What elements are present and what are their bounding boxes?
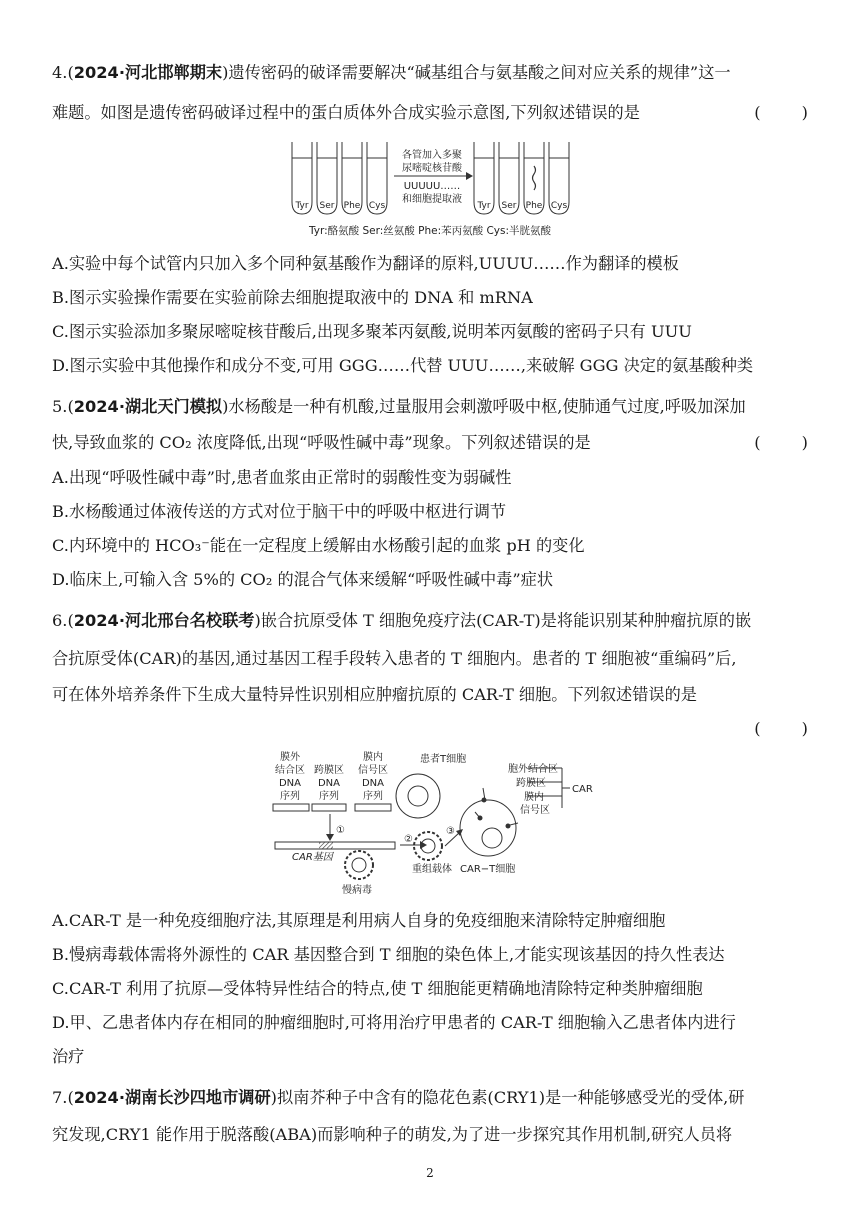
q4-arrow-text: UUUUU…… <box>403 181 461 192</box>
q6-lentivirus-label: 慢病毒 <box>342 885 372 896</box>
q6-box1-text: 结合区 <box>275 765 305 776</box>
q4-tube-label: Tyr <box>295 201 309 211</box>
q4-stem-line1: 4.(2024·河北邯郸期末)遗传密码的破译需要解决“碱基组合与氨基酸之间对应关系的规律”这一 <box>52 63 731 82</box>
q6-box2-text: 跨膜区 <box>314 765 344 776</box>
q6-car-label: CAR <box>572 784 593 795</box>
page-number: 2 <box>426 1166 434 1180</box>
q5-stem-line1: 5.(2024·湖北天门模拟)水杨酸是一种有机酸,过量服用会刺激呼吸中枢,使肺通气过度,呼吸加深加 <box>52 397 746 416</box>
q6-cart-cell-label: CAR−T细胞 <box>460 864 516 875</box>
q4-tube-label: Phe <box>343 201 361 211</box>
q4-stem-line2: 难题。如图是遗传密码破译过程中的蛋白质体外合成实验示意图,下列叙述错误的是 <box>52 103 640 122</box>
q4-tube-label: Tyr <box>477 201 491 211</box>
q5-option-b: B.水杨酸通过体液传送的方式对位于脑干中的呼吸中枢进行调节 <box>52 502 507 521</box>
q6-source: 2024·河北邢台名校联考 <box>73 611 255 630</box>
q7-stem-line1: 7.(2024·湖南长沙四地市调研)拟南芥种子中含有的隐花色素(CRY1)是一种能够感受光的受体,研 <box>52 1088 745 1107</box>
q4-option-b: B.图示实验操作需要在实验前除去细胞提取液中的 DNA 和 mRNA <box>52 288 533 307</box>
q6-box3-text: DNA <box>361 778 385 789</box>
q6-option-b: B.慢病毒载体需将外源性的 CAR 基因整合到 T 细胞的染色体上,才能实现该基因的持久性表达 <box>52 945 725 964</box>
q4-tube-label: Cys <box>550 201 568 211</box>
q6-inner-region-label: 膜内 <box>524 792 544 803</box>
q6-outer-region-label: 胞外结合区 <box>508 764 558 775</box>
q6-stem-line2: 合抗原受体(CAR)的基因,通过基因工程手段转入患者的 T 细胞内。患者的 T 细胞被“重编码”后, <box>52 649 737 668</box>
q4-option-c: C.图示实验添加多聚尿嘧啶核苷酸后,出现多聚苯丙氨酸,说明苯丙氨酸的密码子只有 UUU <box>52 322 692 341</box>
q6-box1-text: 膜外 <box>280 752 300 763</box>
q5-option-d: D.临床上,可输入含 5%的 CO₂ 的混合气体来缓解“呼吸性碱中毒”症状 <box>52 570 554 589</box>
q6-box3-text: 膜内 <box>363 752 383 763</box>
q4-answer-paren: ( ) <box>754 103 808 122</box>
q6-option-a: A.CAR-T 是一种免疫细胞疗法,其原理是利用病人自身的免疫细胞来清除特定肿瘤细胞 <box>52 911 666 930</box>
q6-box3-text: 序列 <box>363 791 383 802</box>
q5-stem-line2: 快,导致血浆的 CO₂ 浓度降低,出现“呼吸性碱中毒”现象。下列叙述错误的是 <box>52 433 591 452</box>
q6-step-1: ① <box>336 825 345 836</box>
q4-tube-label: Cys <box>368 201 386 211</box>
q6-step-2: ② <box>404 834 413 845</box>
q6-inner-region-label: 信号区 <box>520 805 550 816</box>
q4-tube-label: Phe <box>525 201 543 211</box>
q4-figure-legend: Tyr:酪氨酸 Ser:丝氨酸 Phe:苯丙氨酸 Cys:半胱氨酸 <box>308 225 552 237</box>
q7-source: 2024·湖南长沙四地市调研 <box>73 1088 271 1107</box>
q6-stem-line3: 可在体外培养条件下生成大量特异性识别相应肿瘤抗原的 CAR-T 细胞。下列叙述错误的是 <box>52 685 697 704</box>
q4-tube-label: Ser <box>501 201 517 211</box>
q4-arrow-text: 和细胞提取液 <box>402 194 462 205</box>
q6-step-3: ③ <box>446 826 455 837</box>
q6-box2-text: DNA <box>317 778 341 789</box>
q5-source: 2024·湖北天门模拟 <box>73 397 223 416</box>
q4-arrow-text: 尿嘧啶核苷酸 <box>402 163 462 174</box>
q4-option-d: D.图示实验中其他操作和成分不变,可用 GGG……代替 UUU……,来破解 GGG 决定的氨基酸种类 <box>52 356 754 375</box>
q5-option-a: A.出现“呼吸性碱中毒”时,患者血浆由正常时的弱酸性变为弱碱性 <box>52 468 512 487</box>
q5-answer-paren: ( ) <box>754 433 808 452</box>
q4-arrow-text: 各管加入多聚 <box>402 150 462 161</box>
q6-trans-region-label: 跨膜区 <box>516 778 546 789</box>
q6-option-d-cont: 治疗 <box>52 1047 85 1066</box>
q7-stem-line2: 究发现,CRY1 能作用于脱落酸(ABA)而影响种子的萌发,为了进一步探究其作用机制,研究人员将 <box>52 1125 733 1144</box>
q4-option-a: A.实验中每个试管内只加入多个同种氨基酸作为翻译的原料,UUUU……作为翻译的模板 <box>52 254 679 273</box>
q6-box3-text: 信号区 <box>358 765 388 776</box>
q4-tube-label: Ser <box>319 201 335 211</box>
q6-option-d: D.甲、乙患者体内存在相同的肿瘤细胞时,可将用治疗甲患者的 CAR-T 细胞输入乙患者体内进行 <box>52 1013 736 1032</box>
q6-option-c: C.CAR-T 利用了抗原—受体特异性结合的特点,使 T 细胞能更精确地清除特定种类肿瘤细胞 <box>52 979 703 998</box>
q6-figure <box>270 748 610 900</box>
q6-box1-text: 序列 <box>280 791 300 802</box>
q6-stem-line1: 6.(2024·河北邢台名校联考)嵌合抗原受体 T 细胞免疫疗法(CAR-T)是将能识别某种肿瘤抗原的嵌 <box>52 611 752 630</box>
q5-option-c: C.内环境中的 HCO₃⁻能在一定程度上缓解由水杨酸引起的血浆 pH 的变化 <box>52 536 585 555</box>
q4-source: 2024·河北邯郸期末 <box>73 63 223 82</box>
q6-patient-cell-label: 患者T细胞 <box>420 754 467 765</box>
q6-box2-text: 序列 <box>319 791 339 802</box>
q4-figure <box>282 136 582 242</box>
q6-car-gene-label: CAR基因 <box>292 852 333 863</box>
q6-box1-text: DNA <box>278 778 302 789</box>
q6-answer-paren: ( ) <box>754 719 808 738</box>
q6-recombinant-label: 重组载体 <box>412 864 452 875</box>
